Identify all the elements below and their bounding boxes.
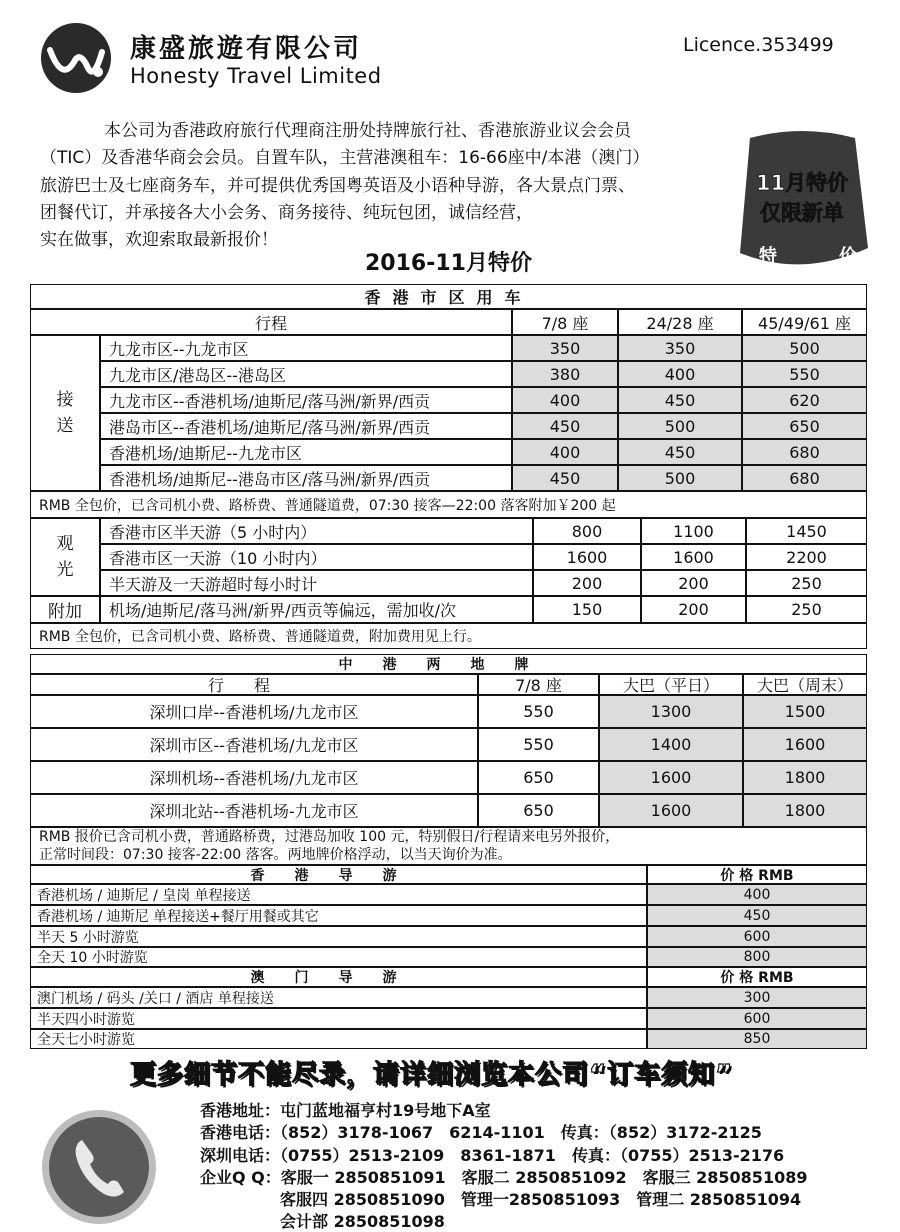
slogan: 更多细节不能尽录，请详细浏览本公司“订车须知” — [130, 1060, 734, 1090]
section-title-cross-border: 中港两地牌 — [30, 654, 867, 674]
price-cell: 450 — [512, 465, 618, 491]
price-cell: 300 — [647, 987, 867, 1008]
col-header-route: 行程 — [30, 674, 478, 695]
price-cell: 250 — [746, 596, 867, 623]
price-cell: 500 — [618, 465, 742, 491]
price-cell: 350 — [512, 335, 618, 361]
price-cell: 1450 — [746, 518, 867, 544]
table-row-route: 香港机场/迪斯尼--九龙市区 — [100, 439, 512, 465]
contact-qq: 客服四 2850851090 管理一2850851093 管理二 2850851094 — [200, 1190, 802, 1209]
price-cell: 650 — [478, 761, 599, 794]
table-row-item: 全天七小时游览 — [30, 1029, 647, 1049]
intro-line: 旅游巴士及七座商务车，并可提供优秀国粤英语及小语种导游，各大景点门票、 — [40, 175, 635, 196]
table-row-route: 香港市区一天游（10 小时内） — [100, 544, 533, 570]
price-cell: 450 — [647, 905, 867, 926]
table-row-item: 半天 5 小时游览 — [30, 926, 647, 947]
section-title-hk-car: 香港市区用车 — [30, 284, 867, 309]
sightseeing-label: 观 光 — [30, 518, 100, 596]
contact-hk-phone: 香港电话：（852）3178-1067 6214-1101 传真：（852）3172-2125 — [200, 1123, 762, 1142]
price-cell: 1600 — [743, 728, 867, 761]
company-logo — [40, 22, 112, 94]
price-cell: 500 — [618, 413, 742, 439]
intro-line: 本公司为香港政府旅行代理商注册处持牌旅行社、香港旅游业议会会员 — [104, 121, 631, 141]
section-title-hk-guide: 香港导游 — [30, 865, 647, 884]
badge-text-2: 仅限新单 — [760, 201, 844, 225]
price-cell: 1300 — [599, 695, 743, 728]
price-cell: 1600 — [641, 544, 746, 570]
price-cell: 500 — [742, 335, 867, 361]
price-cell: 550 — [478, 728, 599, 761]
contact-qq: 企业Q Q：客服一 2850851091 客服二 2850851092 客服三 2850851089 — [200, 1168, 808, 1187]
price-cell: 200 — [533, 570, 641, 596]
price-note: RMB 全包价，已含司机小费、路桥费、普通隧道费，附加费用见上行。 — [30, 623, 867, 649]
col-header-45-61-seat: 45/49/61 座 — [742, 309, 867, 335]
phone-icon — [40, 1108, 158, 1226]
table-row-item: 香港机场 / 迪斯尼 / 皇岗 单程接送 — [30, 884, 647, 905]
price-cell: 1800 — [743, 794, 867, 827]
table-row-item: 澳门机场 / 码头 /关口 / 酒店 单程接送 — [30, 987, 647, 1008]
price-cell: 680 — [742, 465, 867, 491]
table-row-route: 半天游及一天游超时每小时计 — [100, 570, 533, 596]
table-row-route: 香港机场/迪斯尼--港岛市区/落马洲/新界/西贡 — [100, 465, 512, 491]
contact-sz-phone: 深圳电话：（0755）2513-2109 8361-1871 传真：（0755）2513-2176 — [200, 1146, 785, 1165]
price-cell: 550 — [742, 361, 867, 387]
company-name-cn: 康盛旅遊有限公司 — [130, 34, 363, 64]
price-cell: 1600 — [533, 544, 641, 570]
price-cell: 650 — [478, 794, 599, 827]
price-cell: 400 — [512, 439, 618, 465]
price-cell: 400 — [647, 884, 867, 905]
table-row-route: 机场/迪斯尼/落马洲/新界/西贡等偏远，需加收/次 — [100, 596, 533, 623]
special-offer-badge — [730, 128, 875, 273]
table-row-item: 全天 10 小时游览 — [30, 947, 647, 967]
badge-text-3b: 价 — [839, 246, 857, 267]
price-note: RMB 报价已含司机小费，普通路桥费，过港岛加收 100 元，特别假日/行程请来电另外报价， 正常时间段：07:30 接客-22:00 落客。两地牌价格浮动，以当天询价为准。 — [30, 827, 867, 865]
price-cell: 1100 — [641, 518, 746, 544]
price-cell: 680 — [742, 439, 867, 465]
price-cell: 1800 — [743, 761, 867, 794]
price-cell: 450 — [618, 387, 742, 413]
table-row-route: 香港市区半天游（5 小时内） — [100, 518, 533, 544]
table-row-route: 深圳机场--香港机场/九龙市区 — [30, 761, 478, 794]
price-cell: 800 — [533, 518, 641, 544]
intro-line: 团餐代订，并承接各大小会务、商务接待、纯玩包团，诚信经营， — [40, 202, 533, 223]
table-row-item: 半天四小时游览 — [30, 1008, 647, 1029]
table-row-route: 九龙市区/港岛区--港岛区 — [100, 361, 512, 387]
price-cell: 450 — [618, 439, 742, 465]
col-header-price: 价 格 RMB — [647, 967, 867, 987]
price-note: RMB 全包价，已含司机小费、路桥费、普通隧道费，07:30 接客—22:00 落客附加￥200 起 — [30, 491, 867, 518]
table-row-item: 香港机场 / 迪斯尼 单程接送+餐厅用餐或其它 — [30, 905, 647, 926]
price-cell: 600 — [647, 926, 867, 947]
company-name-en: Honesty Travel Limited — [130, 64, 382, 88]
col-header-7-8-seat: 7/8 座 — [478, 674, 599, 695]
col-header-bus-weekend: 大巴（周末） — [743, 674, 867, 695]
price-cell: 1600 — [599, 761, 743, 794]
price-cell: 200 — [641, 596, 746, 623]
badge-text-3a: 特 — [759, 246, 777, 267]
intro-line: （TIC）及香港华商会会员。自置车队，主营港澳租车：16-66座中/本港（澳门） — [40, 148, 650, 169]
price-cell: 380 — [512, 361, 618, 387]
table-row-route: 港岛市区--香港机场/迪斯尼/落马洲/新界/西贡 — [100, 413, 512, 439]
price-cell: 150 — [533, 596, 641, 623]
transfer-label: 接 送 — [30, 335, 100, 491]
extra-label: 附加 — [30, 596, 100, 623]
price-cell: 200 — [641, 570, 746, 596]
contact-qq: 会计部 2850851098 — [200, 1212, 445, 1231]
price-cell: 850 — [647, 1029, 867, 1049]
price-cell: 2200 — [746, 544, 867, 570]
price-cell: 350 — [618, 335, 742, 361]
col-header-route: 行程 — [30, 309, 512, 335]
price-cell: 400 — [618, 361, 742, 387]
page-title: 2016-11月特价 — [365, 251, 532, 276]
price-cell: 650 — [742, 413, 867, 439]
price-cell: 1600 — [599, 794, 743, 827]
table-row-route: 九龙市区--香港机场/迪斯尼/落马洲/新界/西贡 — [100, 387, 512, 413]
badge-text-1: 11月特价 — [755, 171, 849, 195]
table-row-route: 深圳口岸--香港机场/九龙市区 — [30, 695, 478, 728]
price-cell: 620 — [742, 387, 867, 413]
table-row-route: 九龙市区--九龙市区 — [100, 335, 512, 361]
price-cell: 450 — [512, 413, 618, 439]
col-header-price: 价 格 RMB — [647, 865, 867, 884]
intro-line: 实在做事，欢迎索取最新报价！ — [40, 230, 278, 251]
price-cell: 800 — [647, 947, 867, 967]
price-cell: 600 — [647, 1008, 867, 1029]
section-title-macau-guide: 澳门导游 — [30, 967, 647, 987]
price-cell: 1500 — [743, 695, 867, 728]
licence-number: Licence.353499 — [683, 34, 834, 56]
price-cell: 1400 — [599, 728, 743, 761]
col-header-24-28-seat: 24/28 座 — [618, 309, 742, 335]
price-cell: 550 — [478, 695, 599, 728]
col-header-bus-weekday: 大巴（平日） — [599, 674, 743, 695]
col-header-7-8-seat: 7/8 座 — [512, 309, 618, 335]
contact-address: 香港地址：屯门蓝地福亨村19号地下A室 — [200, 1101, 491, 1120]
price-cell: 400 — [512, 387, 618, 413]
table-row-route: 深圳北站--香港机场-九龙市区 — [30, 794, 478, 827]
company-intro — [40, 118, 740, 254]
table-row-route: 深圳市区--香港机场/九龙市区 — [30, 728, 478, 761]
price-cell: 250 — [746, 570, 867, 596]
